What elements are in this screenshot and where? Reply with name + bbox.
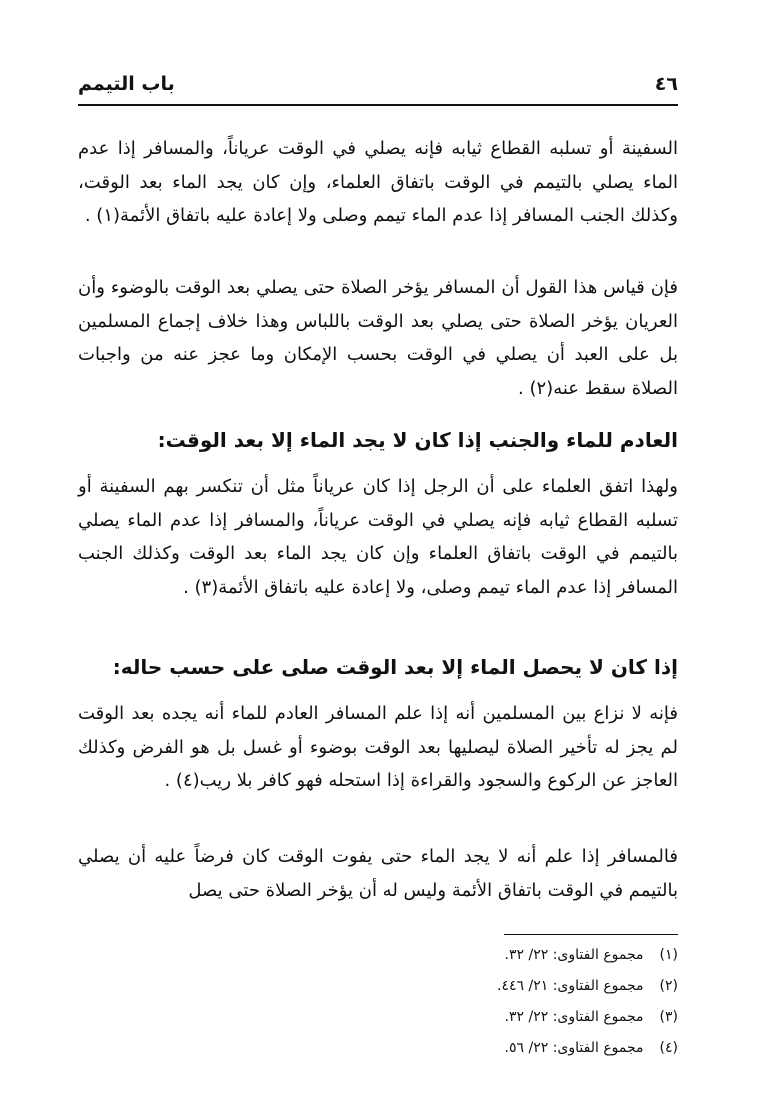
footnote-number: (١) [659, 947, 678, 963]
header-divider [78, 104, 678, 106]
section-heading-2: إذا كان لا يحصل الماء إلا بعد الوقت صلى على حسب حاله: [112, 655, 678, 679]
paragraph-4: فإنه لا نزاع بين المسلمين أنه إذا علم المسافر العادم للماء أنه يجده بعد الوقت لم يجز له تأخير الصلاة ليصليها بعد الوقت بوضوء أو غسل بل هو الفرض وكذلك العاجز عن الركوع والسجود والقراءة إذا استحله فهو كافر بلا ريب(٤) . [78, 703, 678, 791]
footnote-item [78, 940, 678, 971]
footnote-text: مجموع الفتاوى: ٢٢/ ٣٢. [504, 1009, 644, 1025]
section-heading-1: العادم للماء والجنب إذا كان لا يجد الماء إلا بعد الوقت: [157, 428, 678, 452]
footnote-text: مجموع الفتاوى: ٢١/ ٤٤٦. [497, 978, 644, 994]
footnote-item [78, 971, 678, 1002]
footnote-item [78, 1033, 678, 1064]
footnote-item [78, 1002, 678, 1033]
paragraph-3: ولهذا اتفق العلماء على أن الرجل إذا كان عرياناً مثل أن تنكسر بهم السفينة أو تسلبه القطاع ثيابه فإنه يصلي في الوقت عرياناً، والمسافر إذا عدم الماء يصلي بالتيمم في الوقت باتفاق العلماء وإن كان يجد الماء بعد الوقت وكذلك الجنب المسافر إذا عدم الماء تيمم وصلى، ولا إعادة عليه باتفاق الأئمة(٣) . [78, 476, 678, 598]
footnote-number: (٣) [659, 1009, 678, 1025]
paragraph-2: فإن قياس هذا القول أن المسافر يؤخر الصلاة حتى يصلي بعد الوقت بالوضوء وأن العريان يؤخر الصلاة حتى يصلي بعد الوقت باللباس وهذا خلاف إجماع المسلمين بل على العبد أن يصلي في الوقت بحسب الإمكان وما عجز عنه من واجبات الصلاة سقط عنه(٢) . [78, 277, 678, 399]
running-header [78, 66, 678, 102]
footnote-text: مجموع الفتاوى: ٢٢/ ٣٢. [504, 947, 644, 963]
footnote-number: (٤) [659, 1040, 678, 1056]
footnotes [78, 940, 678, 1064]
footnote-text: مجموع الفتاوى: ٢٢/ ٥٦. [504, 1040, 644, 1056]
footnote-divider [504, 934, 678, 935]
footnote-number: (٢) [659, 978, 678, 994]
page-number: ٤٦ [654, 73, 678, 95]
paragraph-1: السفينة أو تسلبه القطاع ثيابه فإنه يصلي في الوقت عرياناً، والمسافر إذا عدم الماء يصلي بالتيمم في الوقت باتفاق العلماء، وإن كان يجد الماء بعد الوقت، وكذلك الجنب المسافر إذا عدم الماء تيمم وصلى ولا إعادة عليه باتفاق الأئمة(١) . [78, 138, 678, 226]
chapter-title: باب التيمم [78, 73, 175, 95]
paragraph-5: فالمسافر إذا علم أنه لا يجد الماء حتى يفوت الوقت كان فرضاً عليه أن يصلي بالتيمم في الوقت باتفاق الأئمة وليس له أن يؤخر الصلاة حتى يصل [78, 846, 678, 901]
